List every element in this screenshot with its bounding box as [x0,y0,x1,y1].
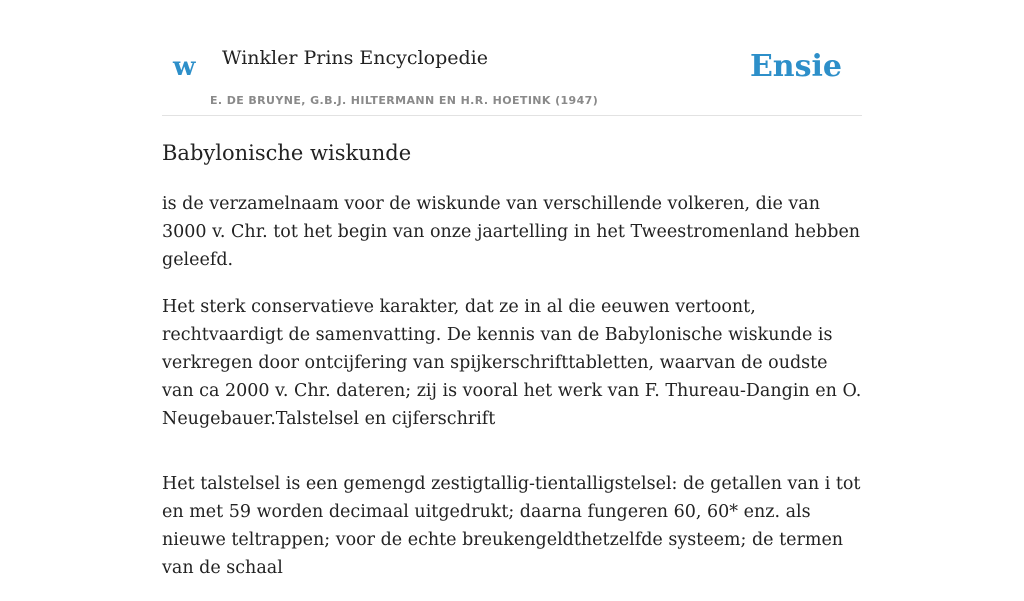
authors-line: E. DE BRUYNE, G.B.J. HILTERMANN EN H.R. HOETINK (1947) [210,94,599,107]
article-paragraph: Het sterk conservatieve karakter, dat ze in al die eeuwen vertoont, rechtvaardigt de samenvatting. De kennis van de Babylonische wiskunde is verkregen door ontcijfering van spijkerschrifttabletten, waarvan de oudste van ca 2000 v. Chr. dateren; zij is vooral het werk van F. Thureau-Dangin en O. Neugebauer.Talstelsel en cijferschrift [162,297,862,430]
winkler-prins-logo-icon[interactable]: w [173,52,196,82]
site-header [162,40,862,116]
ensie-logo[interactable]: Ensie [749,49,842,84]
article-content [162,140,864,601]
article-paragraph: Het talstelsel is een gemengd zestigtallig-tientalligstelsel: de getallen van i tot en met 59 worden decimaal uitgedrukt; daarna fungeren 60, 60* enz. als nieuwe teltrappen; voor de echte breukengeldthetzelfde systeem; de termen van de schaal [162,474,861,579]
article-paragraph: is de verzamelnaam voor de wiskunde van verschillende volkeren, die van 3000 v. Chr. tot het begin van onze jaartelling in het Tweestromenland hebben geleefd. [162,194,861,271]
site-title[interactable]: Winkler Prins Encyclopedie [222,47,488,69]
article-title: Babylonische wiskunde [162,141,412,165]
